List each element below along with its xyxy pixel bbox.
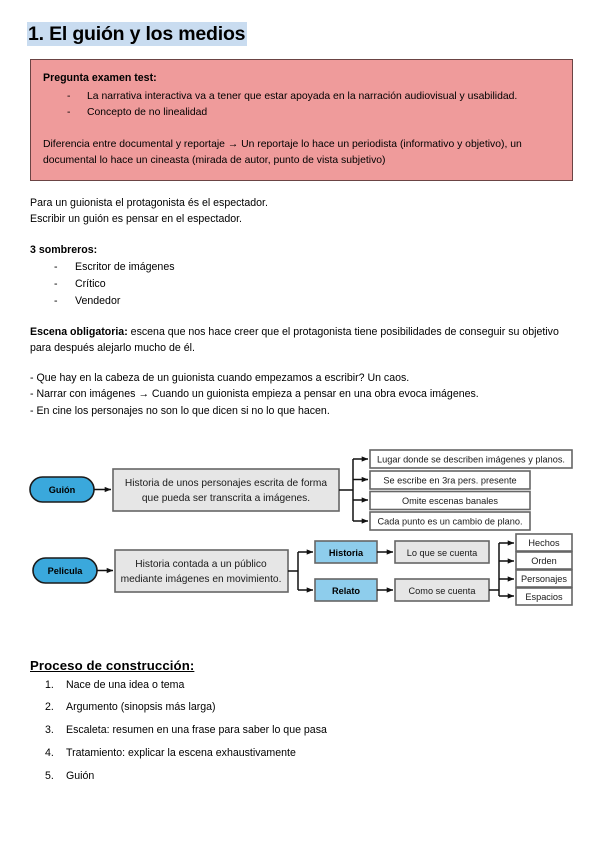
list-item-number: 5. [45,769,54,782]
diagram-node-guion-definition [113,469,339,511]
list-item-text: La narrativa interactiva va a tener que estar apoyada en la narración audiovisual y usabilidad. [87,91,518,103]
diagram-node-guion [30,477,94,502]
intro-line-1: Para un guionista el protagonista és el espectador. [30,197,268,210]
diagram-branch-box-label: Lugar donde se describen imágenes y planos. [377,454,565,465]
escena-text: escena que nos hace creer que el protagonista tiene posibilidades de conseguir su objetivo para después alejarlo mucho de él. [30,326,559,355]
sombreros-list [30,259,573,310]
list-item-text: Vendedor [75,294,121,307]
diagram-node-guion-label: Guión [48,484,76,495]
list-item-number: 2. [45,701,54,714]
escena-label: Escena obligatoria: [30,326,128,339]
page-title-text: 1. El guión y los medios [28,23,246,45]
bullet-dash: - [54,294,58,307]
diagram-branch-box [370,491,530,509]
callout-bullet-list [43,89,560,121]
diagram-node-guion-definition-line2: que pueda ser transcrita a imágenes. [141,492,311,504]
list-item-text: Escritor de imágenes [75,260,175,273]
diagram-leaf-box [516,570,572,587]
diagram-node-relato [315,579,377,601]
diagram-node-lo-que-se-cuenta-label: Lo que se cuenta [406,547,478,558]
proceso-list [30,679,573,784]
list-item [30,679,573,693]
bullet-dash: - [67,91,71,103]
proceso-section [27,658,573,784]
diagram-leaf-box-label: Espacios [525,591,563,602]
diagram-node-historia-label: Historia [328,547,364,558]
callout-paragraph: Diferencia entre documental y reportaje → Un reportaje lo hace un periodista (informativo y objetivo), un documental lo hace un cineasta (mirada de autor, punto de vista subjetivo) [43,138,522,166]
bullet-dash: - [67,107,71,119]
list-item [30,747,573,761]
list-item [43,105,560,121]
diagram-node-relato-label: Relato [331,585,361,596]
diagram-leaf-box [516,552,572,569]
escena-obligatoria-paragraph [30,324,573,356]
list-item [30,770,573,784]
concept-diagram [0,445,600,640]
note-line: - Que hay en la cabeza de un guionista cuando empezamos a escribir? Un caos. [30,372,410,385]
callout-lead: Pregunta examen test: [43,72,157,85]
diagram-leaf-box-label: Hechos [528,537,560,548]
list-item-text: Guión [66,769,95,782]
diagram-node-pelicula-definition [115,550,288,592]
intro-line-2: Escribir un guión es pensar en el espectador. [30,213,243,226]
diagram-branch-box-label: Cada punto es un cambio de plano. [377,516,523,527]
proceso-heading: Proceso de construcción: [30,657,195,673]
list-item [30,276,573,293]
diagram-node-pelicula-label: Pelicula [47,565,83,576]
diagram-leaf-box [516,534,572,551]
diagram-node-como-se-cuenta [395,579,489,601]
diagram-branch-box-label: Omite escenas banales [401,495,499,506]
list-item-text: Concepto de no linealidad [87,107,208,119]
note-line: - Narrar con imágenes → Cuando un guionista empieza a pensar en una obra evoca imágenes. [30,388,479,401]
diagram-branch-box [370,471,530,489]
list-item [43,89,560,105]
list-item [30,701,573,715]
list-item-text: Nace de una idea o tema [66,678,185,691]
list-item-number: 1. [45,678,54,691]
diagram-node-pelicula-definition-line2: mediante imágenes en movimiento. [120,573,282,585]
list-item-number: 3. [45,724,54,737]
spacer [30,310,573,324]
bullet-dash: - [54,277,58,290]
diagram-node-pelicula-definition-line1: Historia contada a un público [135,558,267,570]
sombreros-heading: 3 sombreros: [30,243,98,256]
list-item-text: Crítico [75,277,106,290]
diagram-node-pelicula [33,558,97,583]
diagram-leaf-box [516,588,572,605]
page-title [27,0,573,46]
diagram-node-historia [315,541,377,563]
diagram-branch-box-label: Se escribe en 3ra pers. presente [383,475,517,486]
body-content [27,195,573,418]
bullet-dash: - [54,260,58,273]
note-line: - En cine los personajes no son lo que dicen si no lo que hacen. [30,404,330,417]
diagram-node-guion-definition-line1: Historia de unos personajes escrita de forma [124,477,328,489]
diagram-node-lo-que-se-cuenta [395,541,489,563]
list-item [30,293,573,310]
list-item [30,724,573,738]
diagram-branch-box [370,512,530,530]
list-item-text: Tratamiento: explicar la escena exhaustivamente [66,746,296,759]
diagram-node-como-se-cuenta-label: Como se cuenta [408,585,476,596]
spacer [30,356,573,370]
list-item [30,259,573,276]
list-item-text: Argumento (sinopsis más larga) [66,701,216,714]
diagram-leaf-box-label: Personajes [521,573,567,584]
list-item-text: Escaleta: resumen en una frase para saber lo que pasa [66,724,327,737]
exam-question-callout [30,59,573,181]
spacer [30,228,573,242]
diagram-leaf-box-label: Orden [531,555,557,566]
diagram-branch-box [370,450,572,468]
list-item-number: 4. [45,746,54,759]
